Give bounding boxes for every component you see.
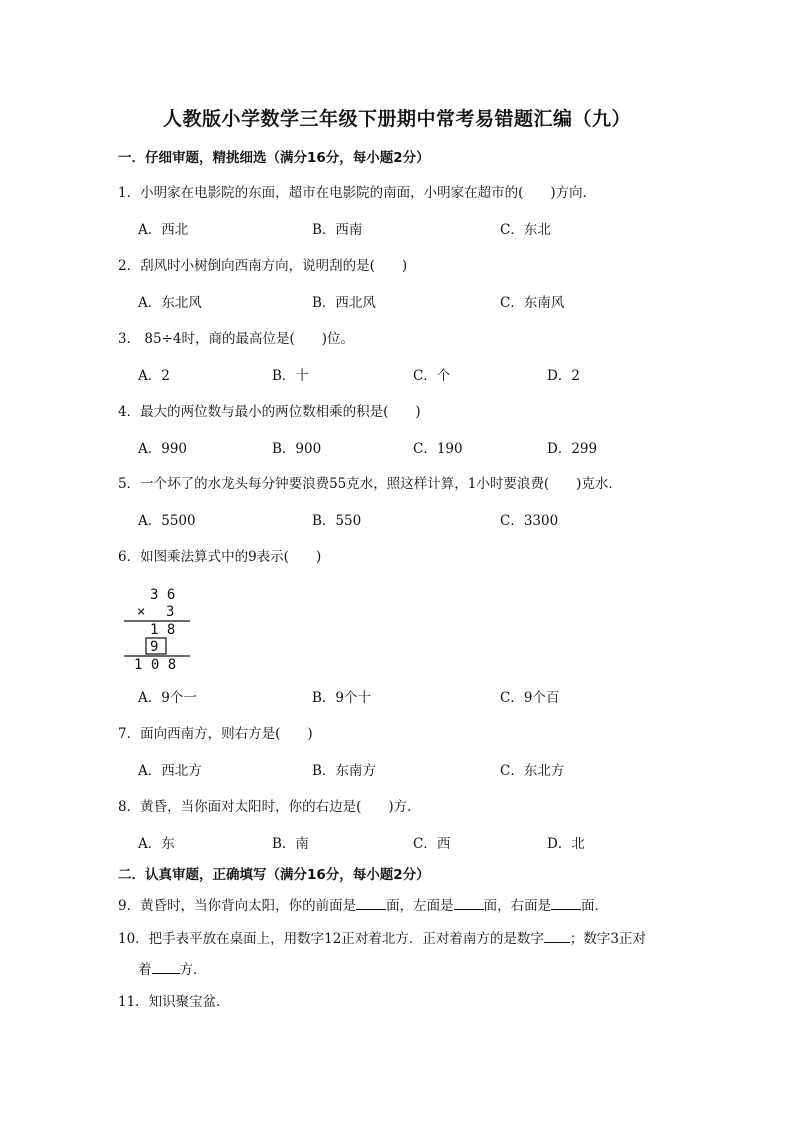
multiplication-figure-svg [120, 583, 200, 673]
multiplication-figure [120, 583, 200, 673]
q9-blank-2 [454, 897, 484, 910]
question-10 [118, 927, 646, 947]
q9-blank-1 [356, 897, 386, 910]
q4-option-c: C．190 [413, 441, 463, 457]
question-10-continued [138, 958, 207, 978]
q4-option-b: B．900 [272, 441, 322, 457]
q4-option-a: A．990 [138, 441, 188, 457]
q1-option-b: B．西南 [312, 222, 363, 238]
question-2: 2．刮风时小树倒向西南方向，说明刮的是( ) [118, 258, 408, 274]
q2-option-b: B．西北风 [312, 295, 376, 311]
partial-product-2: 9 [150, 639, 159, 655]
q10-text-1: 10．把手表平放在桌面上，用数字12正对着北方．正对着南方的是数字 [118, 931, 544, 947]
q8-option-c: C．西 [413, 836, 451, 852]
q9-text-2: 面，左面是 [386, 898, 454, 914]
question-7: 7．面向西南方，则右方是( ) [118, 726, 313, 742]
multiplicand: 3 6 [150, 587, 176, 603]
q4-option-d: D．299 [547, 441, 598, 457]
question-4: 4．最大的两位数与最小的两位数相乘的积是( ) [118, 404, 421, 420]
q10-text-2: ；数字3正对 [569, 931, 646, 947]
q8-option-d: D．北 [547, 836, 585, 852]
question-8: 8．黄昏，当你面对太阳时，你的右边是( )方． [118, 799, 421, 815]
question-9 [118, 894, 608, 914]
partial-product-1: 1 8 [150, 622, 176, 638]
q3-option-b: B．十 [272, 368, 309, 384]
q7-option-a: A．西北方 [138, 763, 202, 779]
multiplier: 3 [166, 604, 175, 620]
q2-option-a: A．东北风 [138, 295, 202, 311]
final-product: 1 0 8 [134, 657, 177, 673]
q1-option-a: A．西北 [138, 222, 189, 238]
times-sign: × [137, 604, 146, 620]
q5-option-b: B．550 [312, 513, 362, 529]
q7-option-b: B．东南方 [312, 763, 376, 779]
question-3: 3． 85÷4时，商的最高位是( )位。 [118, 331, 354, 347]
q6-option-c: C．9个百 [500, 690, 560, 706]
q8-option-b: B．南 [272, 836, 309, 852]
q7-option-c: C．东北方 [500, 763, 565, 779]
section-heading-1: 一．仔细审题，精挑细选（满分16分，每小题2分） [118, 150, 430, 166]
q6-option-b: B．9个十 [312, 690, 372, 706]
q2-option-c: C．东南风 [500, 295, 565, 311]
q10-blank-2 [152, 961, 180, 974]
q9-text-4: 面． [581, 898, 609, 914]
q1-option-c: C．东北 [500, 222, 551, 238]
question-5: 5．一个坏了的水龙头每分钟要浪费55克水，照这样计算，1小时要浪费( )克水． [118, 476, 622, 492]
question-1: 1．小明家在电影院的东面，超市在电影院的南面，小明家在超市的( )方向． [118, 185, 597, 201]
q5-option-a: A．5500 [138, 513, 196, 529]
q9-text-1: 9．黄昏时，当你背向太阳，你的前面是 [118, 898, 357, 914]
q5-option-c: C．3300 [500, 513, 559, 529]
page-title: 人教版小学数学三年级下册期中常考易错题汇编（九） [162, 108, 631, 130]
q10-blank-1 [544, 930, 570, 943]
question-11: 11．知识聚宝盆． [118, 994, 230, 1010]
q9-blank-3 [551, 897, 581, 910]
q10-text-4: 方． [179, 962, 207, 978]
q6-option-a: A．9个一 [138, 690, 197, 706]
q3-option-a: A．2 [138, 368, 170, 384]
q3-option-c: C．个 [413, 368, 451, 384]
section-heading-2: 二．认真审题，正确填写（满分16分，每小题2分） [118, 867, 430, 883]
q9-text-3: 面，右面是 [483, 898, 552, 914]
question-6: 6．如图乘法算式中的9表示( ) [118, 549, 322, 565]
q10-text-3: 着 [138, 962, 152, 978]
q8-option-a: A．东 [138, 836, 175, 852]
q3-option-d: D．2 [547, 368, 580, 384]
